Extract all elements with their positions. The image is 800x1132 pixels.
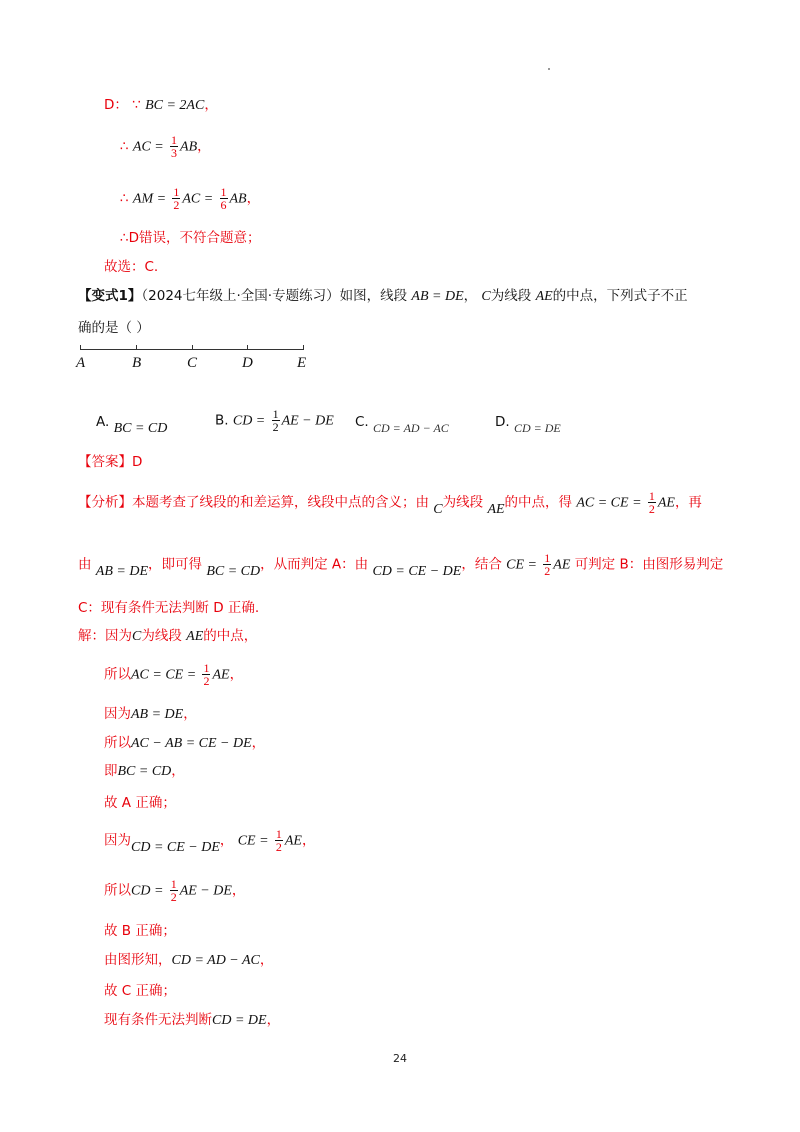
fraction [170,134,178,159]
math-expr: CD = [131,883,164,899]
analysis-line-3: C：现有条件无法判断 D 正确. [78,600,260,616]
solution-line-10 [104,950,273,971]
conclusion-line: ∴D错误，不符合题意； [120,230,261,246]
option-label: D. [495,414,510,430]
question-source: （2024七年级上·全国·专题练习） [141,288,340,304]
math-var: C [132,629,142,644]
option-label: A. [96,414,110,430]
math-expr: BC = CD [206,563,261,579]
solution-line-1 [78,626,257,647]
solution-line-7 [104,828,315,853]
fraction [170,878,178,903]
math-expr: AE [553,557,571,573]
math-expr: AB = DE [95,563,149,579]
analysis-line-2 [78,552,723,577]
option-a [96,412,168,436]
point-label-b: B [132,355,142,371]
option-label: B. [215,412,229,429]
page-number: 24 [393,1052,407,1065]
denominator: 2 [203,674,210,688]
fraction [202,662,210,687]
tick-c [192,345,193,350]
punct: ， [204,97,218,113]
solution-text: 因为 [104,832,131,849]
math-expr: AC = CE = [131,667,197,683]
fraction [172,186,180,211]
math-expr: AB [180,139,198,155]
math-expr: CE = [506,557,537,573]
solution-text: 为线段 [141,628,182,644]
tick-d [247,345,248,350]
question-text: 的中点，下列式子不正 [552,288,688,304]
solution-text: 解：因为 [78,628,132,644]
solution-text: 由图形知， [104,952,172,968]
analysis-text: ，结合 [461,556,502,573]
math-var: C [433,501,443,517]
punct: ， [246,190,261,207]
fraction [543,552,551,577]
analysis-text: 的中点，得 [504,494,573,511]
denominator: 2 [170,890,177,904]
option-d [495,412,561,435]
denominator: 6 [220,198,227,212]
denominator: 2 [272,420,279,434]
tick-b [136,345,137,350]
question-text: 如图，线段 [339,288,408,304]
math-expr: AC = [182,191,214,207]
math-var: AE [186,629,204,644]
punct: ， [229,666,244,683]
numerator: 1 [220,185,227,199]
solution-line-3 [104,704,197,725]
math-expr: CE = [237,833,269,849]
punct: ， [463,288,478,304]
math-expr: AE [657,495,675,511]
punct: ， [171,763,185,779]
math-expr: AB [229,191,247,207]
option-label: C. [355,414,369,430]
solution-line-8 [104,878,245,903]
denominator: 2 [648,502,655,516]
fraction [275,828,283,853]
math-var: AE [535,289,553,304]
therefore-symbol: ∴ [120,190,129,207]
analysis-text: 为线段 [442,494,484,511]
point-label-c: C [187,355,198,371]
math-expr: BC = 2AC [145,98,205,113]
numerator: 1 [648,489,655,503]
solution-text: 所以 [104,882,131,899]
math-var: C [481,289,491,304]
punct: ， [251,735,266,751]
analysis-text: ，即可得 [148,556,203,573]
numerator: 1 [173,185,180,199]
point-label-a: A [76,355,86,371]
math-expr: BC = CD [117,764,172,779]
analysis-tag: 【分析】 [78,494,132,511]
derivation-line-1 [120,134,211,159]
analysis-text: 由 [78,556,92,573]
solution-line-12 [104,1010,280,1031]
denominator: 2 [173,198,180,212]
punct: ， [301,832,316,849]
option-b [215,408,334,433]
question-line-1 [78,286,688,307]
question-text: 为线段 [490,288,532,304]
analysis-text: ，从而判定 A：由 [260,556,369,573]
solution-text: 所以 [104,735,131,751]
analysis-line-1 [78,490,702,515]
analysis-text: ，再 [674,494,702,511]
solution-text: 因为 [104,706,131,722]
numerator: 1 [275,827,282,841]
solution-text: 现有条件无法判断 [104,1012,212,1028]
punct: ， [183,706,197,722]
math-expr: AB = DE [411,289,464,304]
option-expr: CD = DE [513,421,561,435]
answer-tag: 【答案】D [78,454,143,470]
math-expr: CD = AD − AC [171,953,260,968]
numerator: 1 [171,133,178,147]
question-tag: 【变式1】 [78,288,142,304]
option-expr: AE − DE [281,413,334,429]
analysis-text: 本题考查了线段的和差运算，线段中点的含义；由 [132,494,429,511]
solution-line-2 [104,662,243,687]
solution-text: 的中点， [203,628,258,644]
fraction [272,408,280,433]
math-expr: AC = [132,139,164,155]
because-symbol: ∵ [132,97,141,113]
numerator: 1 [170,877,177,891]
punct: ， [266,1012,281,1028]
solution-line-9: 故 B 正确； [104,923,176,939]
numerator: 1 [544,551,551,565]
point-label-d: D [242,355,253,371]
fraction [220,186,228,211]
solution-line-5 [104,761,185,782]
solution-line-6: 故 A 正确； [104,795,176,811]
therefore-symbol: ∴ [120,138,129,155]
punct: ， [259,952,274,968]
denominator: 2 [544,564,551,578]
solution-line-4 [104,733,265,754]
option-expr: BC = CD [113,421,168,436]
punct: ， [219,832,234,849]
math-expr: AM = [132,191,167,207]
math-expr: AE [212,667,230,683]
option-c [355,412,449,435]
math-expr: AB = DE [131,707,184,722]
solution-text: 即 [104,763,118,779]
math-expr: CD = CE − DE [131,839,220,855]
denominator: 2 [275,840,282,854]
punct: ， [197,138,211,155]
denominator: 3 [171,146,178,160]
numerator: 1 [272,407,279,421]
math-expr: AC − AB = CE − DE [131,736,252,751]
math-expr: AC = CE = [576,495,642,511]
solution-text: 所以 [104,666,131,683]
answer-selection: 故选：C. [104,259,159,275]
math-var: AE [487,501,505,517]
option-expr: CD = [232,413,266,429]
numerator: 1 [203,661,210,675]
math-expr: CD = DE [212,1013,267,1028]
question-line-2: 确的是（ ） [78,320,150,336]
option-d-label: D： [104,97,128,113]
fraction [648,490,656,515]
option-d-line [104,95,218,116]
math-expr: AE [284,833,302,849]
solution-line-11: 故 C 正确； [104,983,177,999]
analysis-text: 可判定 B：由图形易判定 [574,556,724,573]
derivation-line-2 [120,186,260,211]
math-expr: CD = CE − DE [372,563,462,579]
option-expr: CD = AD − AC [373,421,449,435]
punct: ， [231,882,246,899]
math-expr: AE − DE [179,883,232,899]
tick-a [80,345,81,350]
scan-speck [548,68,550,70]
tick-e [303,345,304,350]
point-label-e: E [297,355,307,371]
